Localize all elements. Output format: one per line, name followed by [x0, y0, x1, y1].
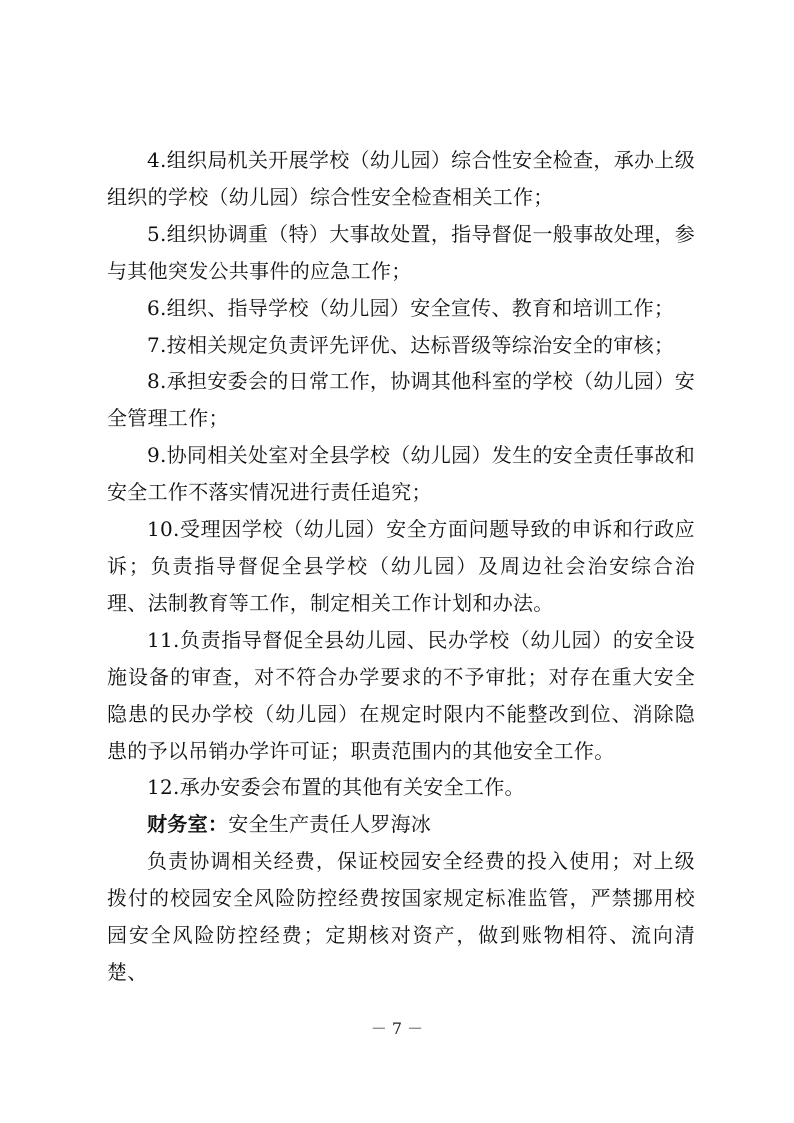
paragraph-item-6: 6.组织、指导学校（幼儿园）安全宣传、教育和培训工作；	[147, 295, 675, 320]
paragraph-item-11: 11.负责指导督促全县幼儿园、民办学校（幼儿园）的安全设施设备的审查，对不符合办学要求的不予审批；对存在重大安全隐患的民办学校（幼儿园）在规定时限内不能整改到位、消除隐患的予以吊销办学许可证；职责范围内的其他安全工作。	[107, 627, 695, 763]
page-number: － 7 －	[370, 1019, 424, 1038]
document-body	[107, 142, 695, 991]
paragraph-item-8: 8.承担安委会的日常工作，协调其他科室的学校（幼儿园）安全管理工作；	[107, 369, 695, 431]
finance-section-heading	[107, 806, 695, 843]
paragraph-item-7: 7.按相关规定负责评先评优、达标晋级等综治安全的审核；	[147, 332, 675, 357]
paragraph-item-9: 9.协同相关处室对全县学校（幼儿园）发生的安全责任事故和安全工作不落实情况进行责任追究；	[107, 443, 695, 505]
paragraph-item-4: 4.组织局机关开展学校（幼儿园）综合性安全检查，承办上级组织的学校（幼儿园）综合性安全检查相关工作；	[107, 148, 695, 209]
paragraph-item-5: 5.组织协调重（特）大事故处置，指导督促一般事故处理，参与其他突发公共事件的应急工作；	[107, 221, 695, 283]
paragraph-item-10: 10.受理因学校（幼儿园）安全方面问题导致的申诉和行政应诉；负责指导督促全县学校（幼儿园）及周边社会治安综合治理、法制教育等工作，制定相关工作计划和办法。	[107, 517, 695, 615]
finance-section-label: 财务室：	[147, 812, 229, 837]
finance-section-description: 负责协调相关经费，保证校园安全经费的投入使用；对上级拨付的校园安全风险防控经费按国家规定标准监管，严禁挪用校园安全风险防控经费；定期核对资产，做到账物相符、流向清楚、	[107, 849, 695, 984]
paragraph-item-12: 12.承办安委会布置的其他有关安全工作。	[147, 775, 525, 800]
finance-responsible-person: 安全生产责任人罗海冰	[228, 812, 432, 837]
